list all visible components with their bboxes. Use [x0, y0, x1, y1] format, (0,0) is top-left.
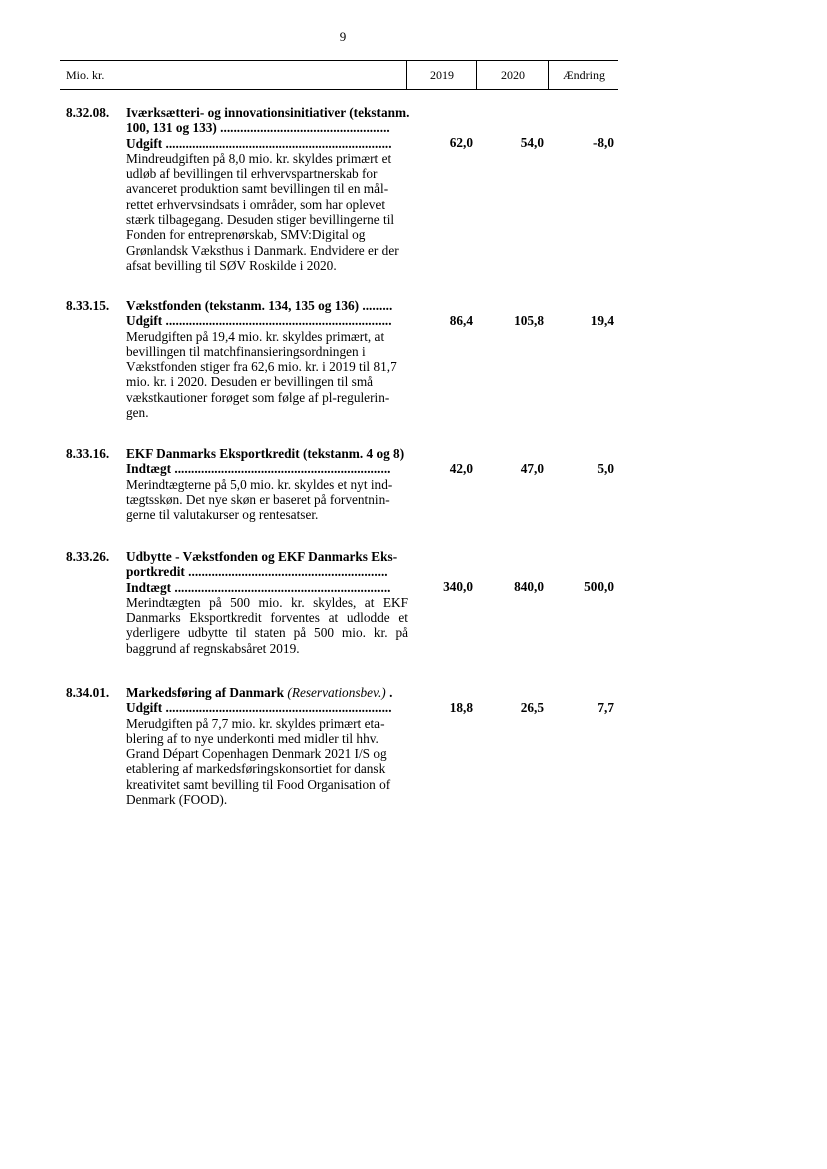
header-2020: 2020	[476, 61, 549, 89]
value-2019: 86,4	[449, 313, 473, 328]
entry-title: EKF Danmarks Eksportkredit (tekstanm. 4 og 8)	[126, 446, 405, 461]
entry-title-suffix: .	[385, 685, 393, 700]
entry-kind: Indtægt .................................................................	[126, 461, 391, 477]
value-change: 19,4	[590, 313, 614, 328]
value-2020: 54,0	[520, 135, 544, 150]
entry-title-italic: (Reservationsbev.)	[287, 685, 386, 700]
value-2020: 105,8	[514, 313, 544, 328]
entry-kind: Indtægt .................................................................	[126, 579, 391, 595]
entry-description: Merindtægterne på 5,0 mio. kr. skyldes et nyt ind-tægtsskøn. Det nye skøn er baseret på forventnin-gerne til valutakurser og rentesatser.	[126, 476, 393, 523]
value-2019: 18,8	[449, 700, 473, 715]
value-change: -8,0	[592, 135, 614, 150]
entry-description: Merindtægten på 500 mio. kr. skyldes, at EKF Danmarks Eksportkredit forventes at udlodde et yderligere udbytte til staten på 500 mio. kr. på baggrund af regnskabsåret 2019.	[126, 594, 408, 656]
header-unit-label: Mio. kr.	[66, 68, 105, 82]
value-change: 500,0	[584, 579, 614, 594]
value-2019: 42,0	[449, 461, 473, 476]
header-2019: 2019	[406, 61, 477, 89]
entry-title: Udbytte - Vækstfonden og EKF Danmarks Eks-portkredit ............................................................	[126, 549, 398, 580]
entry-kind: Udgift ....................................................................	[126, 313, 392, 329]
entry-description: Merudgiften på 7,7 mio. kr. skyldes primært eta-blering af to nye underkonti med midler til hhv. Grand Départ Copenhagen Denmark 2021 I/S og etablering af markedsføringskonsortiet for dansk kreativitet samt bevilling til Food Organisation of Denmark (FOOD).	[126, 715, 391, 808]
value-2019: 340,0	[443, 579, 473, 594]
entry-description: Merudgiften på 19,4 mio. kr. skyldes primært, at bevillingen til matchfinansieringsordningen i Vækstfonden stiger fra 62,6 mio. kr. i 2019 til 81,7 mio. kr. i 2020. Desuden er bevillingen til små vækstkautioner forøget som følge af pl-regulerin-gen.	[126, 328, 397, 421]
entry-code: 8.33.26.	[66, 549, 110, 564]
header-change: Ændring	[548, 61, 619, 89]
entry-title: Iværksætteri- og innovationsinitiativer (tekstanm. 100, 131 og 133) ...................................................	[126, 105, 410, 136]
entry-kind: Udgift ....................................................................	[126, 700, 392, 716]
entry-title: Vækstfonden (tekstanm. 134, 135 og 136) .........	[126, 298, 393, 313]
value-change: 5,0	[597, 461, 614, 476]
entry-kind: Udgift ....................................................................	[126, 135, 392, 151]
value-2020: 47,0	[520, 461, 544, 476]
value-2019: 62,0	[449, 135, 473, 150]
value-change: 7,7	[597, 700, 614, 715]
entry-title	[126, 685, 408, 700]
entry-code: 8.32.08.	[66, 105, 110, 120]
value-2020: 840,0	[514, 579, 544, 594]
table-header	[60, 60, 618, 90]
page-number: 9	[339, 29, 347, 44]
entry-title-main: Markedsføring af Danmark	[126, 685, 285, 700]
entry-description: Mindreudgiften på 8,0 mio. kr. skyldes primært et udløb af bevillingen til erhvervspartnerskab for avanceret produktion samt bevillingen til en mål-rettet erhvervsindsats i områder, som har oplevet stærk tilbagegang. Desuden stiger bevillingerne til Fonden for entreprenørskab, SMV:Digital og Grønlandsk Væksthus i Danmark. Endvidere er der afsat bevilling til SØV Roskilde i 2020.	[126, 150, 399, 273]
value-2020: 26,5	[520, 700, 544, 715]
entry-code: 8.33.15.	[66, 298, 110, 313]
entry-code: 8.33.16.	[66, 446, 110, 461]
entry-code: 8.34.01.	[66, 685, 110, 700]
